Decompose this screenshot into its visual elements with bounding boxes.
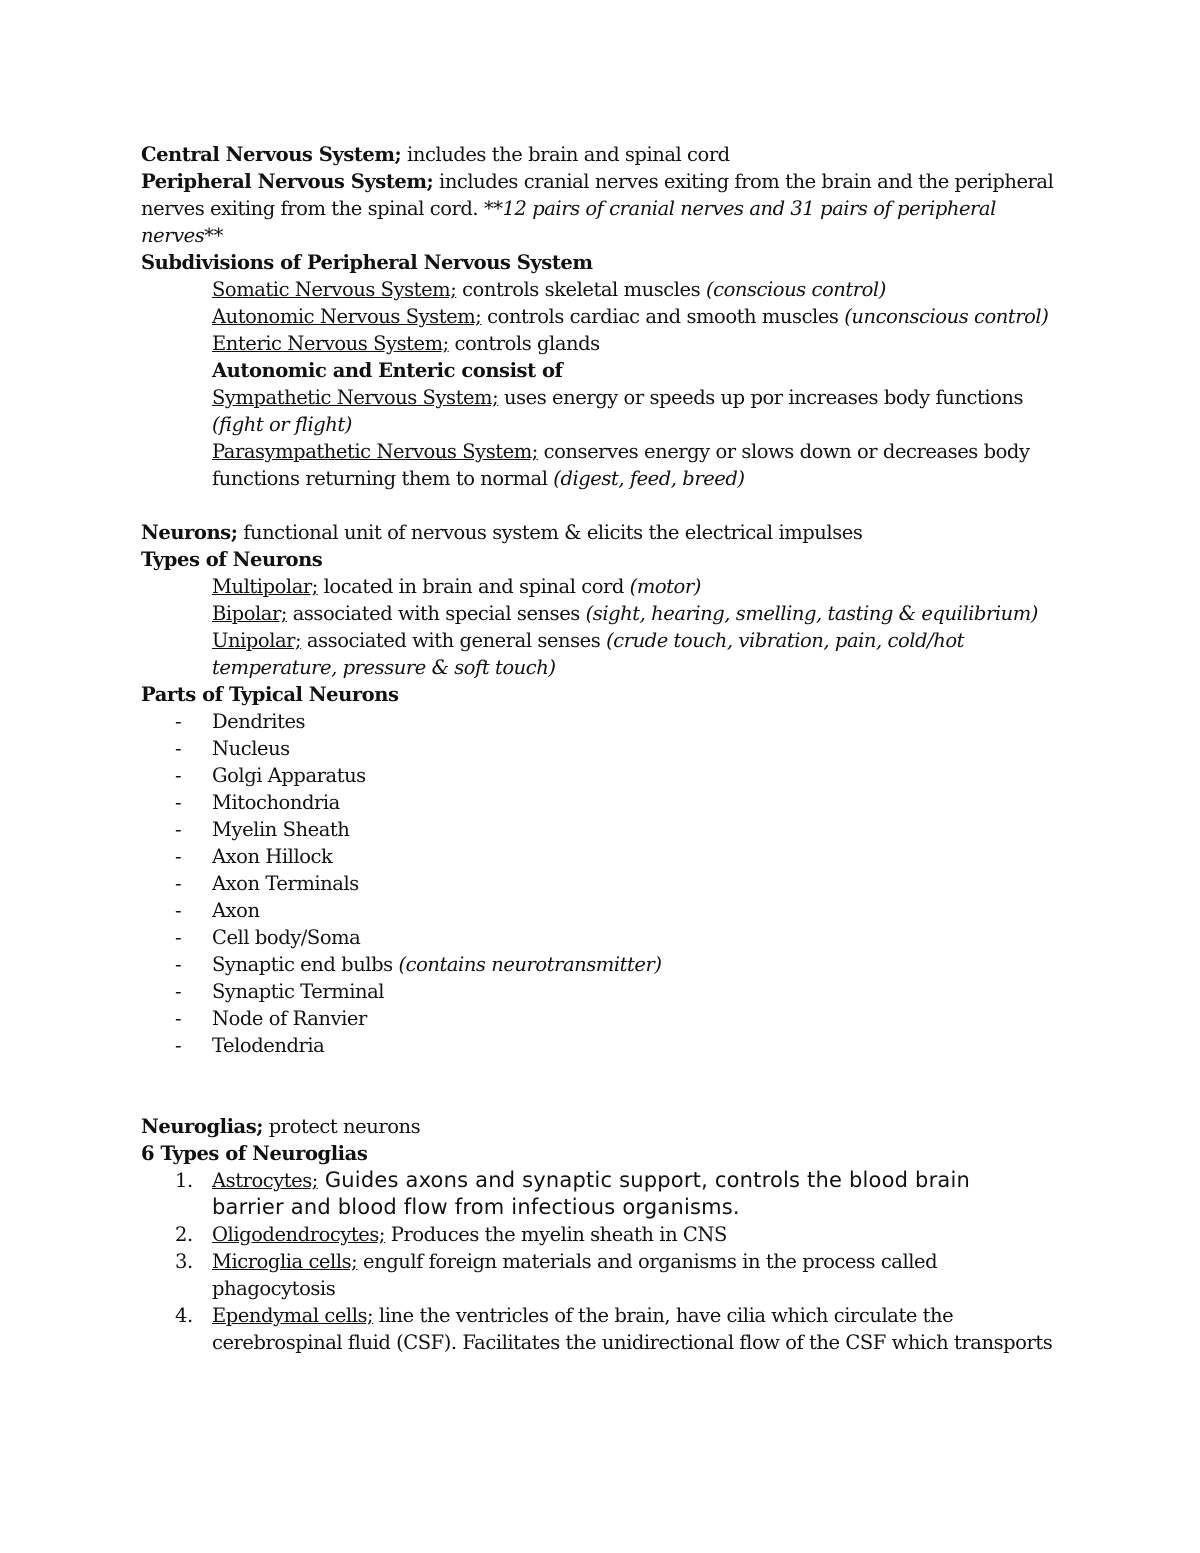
ependymal-term: Ependymal cells;: [212, 1304, 374, 1327]
list-item: - Telodendria: [175, 1034, 325, 1057]
microglia-term: Microglia cells;: [212, 1250, 358, 1273]
cns-line: [141, 141, 1066, 168]
pns-line-3: [141, 222, 1066, 249]
neurons-term: Neurons;: [141, 521, 238, 544]
neuroglia-item-cont: cerebrospinal fluid (CSF). Facilitates the unidirectional flow of the CSF which transports: [212, 1331, 1053, 1354]
autonomic-line: Autonomic Nervous System; controls cardiac and smooth muscles (unconscious control): [212, 305, 1049, 328]
oligodendrocytes-term: Oligodendrocytes;: [212, 1223, 386, 1246]
consist-heading: Autonomic and Enteric consist of: [212, 359, 563, 382]
neuroglia-item: 3. Microglia cells; engulf foreign materials and organisms in the process called: [175, 1250, 938, 1273]
pns-text-2: nerves exiting from the spinal cord.: [141, 197, 484, 220]
list-item: - Golgi Apparatus: [175, 764, 366, 787]
list-item: - Cell body/Soma: [175, 926, 361, 949]
pns-line-1: [141, 168, 1066, 195]
document-page: [141, 141, 1066, 1356]
subdivisions-heading: Subdivisions of Peripheral Nervous System: [141, 251, 593, 274]
list-item: - Synaptic end bulbs (contains neurotransmitter): [175, 953, 662, 976]
unipolar-term: Unipolar;: [212, 629, 302, 652]
multipolar-term: Multipolar;: [212, 575, 318, 598]
pns-text-1: includes cranial nerves exiting from the brain and the peripheral: [433, 170, 1054, 193]
bipolar-term: Bipolar;: [212, 602, 287, 625]
cns-text: includes the brain and spinal cord: [401, 143, 730, 166]
enteric-term: Enteric Nervous System;: [212, 332, 449, 355]
neuroglias-line: Neuroglias; protect neurons: [141, 1115, 421, 1138]
pns-term: Peripheral Nervous System;: [141, 170, 434, 193]
spacer: [141, 1059, 1066, 1113]
list-item: - Node of Ranvier: [175, 1007, 367, 1030]
list-item: - Axon Terminals: [175, 872, 359, 895]
enteric-line: Enteric Nervous System; controls glands: [212, 332, 600, 355]
sympathetic-term: Sympathetic Nervous System;: [212, 386, 499, 409]
neuroglia-item-cont: phagocytosis: [212, 1277, 336, 1300]
neuroglia-item: 2. Oligodendrocytes; Produces the myelin sheath in CNS: [175, 1223, 727, 1246]
types-of-neurons-heading: Types of Neurons: [141, 548, 323, 571]
types-of-neuroglias-heading: 6 Types of Neuroglias: [141, 1142, 368, 1165]
pns-note-end: nerves**: [141, 224, 223, 247]
spacer: [141, 492, 1066, 519]
somatic-term: Somatic Nervous System;: [212, 278, 457, 301]
unipolar-line-2: temperature, pressure & soft touch): [212, 656, 556, 679]
list-item: - Axon Hillock: [175, 845, 333, 868]
sympathetic-note-line: (fight or flight): [212, 413, 352, 436]
parasympathetic-term: Parasympathetic Nervous System;: [212, 440, 538, 463]
somatic-line: Somatic Nervous System; controls skeletal muscles (conscious control): [212, 278, 886, 301]
cns-term: Central Nervous System;: [141, 143, 402, 166]
list-item: - Dendrites: [175, 710, 306, 733]
neuroglia-item: 1. Astrocytes; Guides axons and synaptic support, controls the blood brain: [175, 1168, 971, 1192]
neuroglias-term: Neuroglias;: [141, 1115, 263, 1138]
list-item: - Synaptic Terminal: [175, 980, 385, 1003]
pns-note: **12 pairs of cranial nerves and 31 pairs of peripheral: [483, 197, 996, 220]
sympathetic-line: Sympathetic Nervous System; uses energy or speeds up por increases body functions: [212, 386, 1024, 409]
bipolar-line: Bipolar; associated with special senses (sight, hearing, smelling, tasting & equilibrium): [212, 602, 1038, 625]
neurons-line: Neurons; functional unit of nervous system & elicits the electrical impulses: [141, 521, 863, 544]
autonomic-term: Autonomic Nervous System;: [212, 305, 482, 328]
unipolar-line: Unipolar; associated with general senses (crude touch, vibration, pain, cold/hot: [212, 629, 964, 652]
pns-line-2: [141, 195, 1066, 222]
parasympathetic-line: Parasympathetic Nervous System; conserves energy or slows down or decreases body: [212, 440, 1030, 463]
list-item: - Myelin Sheath: [175, 818, 350, 841]
parts-heading: Parts of Typical Neurons: [141, 683, 399, 706]
astrocytes-term: Astrocytes;: [212, 1169, 318, 1192]
list-item: - Mitochondria: [175, 791, 340, 814]
list-item: - Nucleus: [175, 737, 290, 760]
multipolar-line: Multipolar; located in brain and spinal cord (motor): [212, 575, 701, 598]
list-item: - Axon: [175, 899, 260, 922]
parasympathetic-line-2: functions returning them to normal (digest, feed, breed): [212, 467, 745, 490]
neuroglia-item: 4. Ependymal cells; line the ventricles of the brain, have cilia which circulate the: [175, 1304, 954, 1327]
neuroglia-item-cont: barrier and blood flow from infectious organisms.: [212, 1195, 740, 1219]
